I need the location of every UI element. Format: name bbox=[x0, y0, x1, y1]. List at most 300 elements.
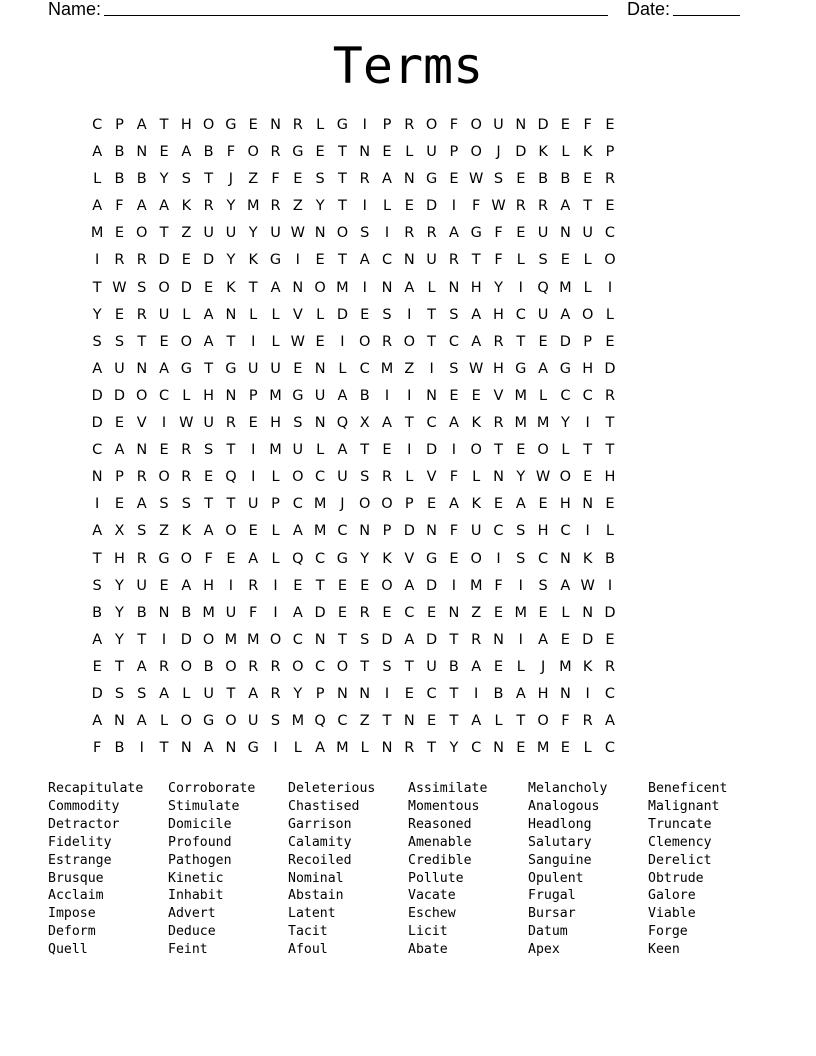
grid-letter: A bbox=[404, 279, 415, 296]
grid-row bbox=[86, 602, 621, 629]
word-list-item: Malignant bbox=[648, 798, 720, 814]
grid-row bbox=[86, 195, 621, 222]
grid-letter: O bbox=[158, 279, 170, 296]
grid-letter: B bbox=[114, 171, 125, 188]
grid-letter: S bbox=[538, 252, 548, 269]
grid-letter: I bbox=[273, 577, 278, 594]
page-title: Terms bbox=[332, 37, 484, 95]
grid-letter: B bbox=[92, 604, 103, 621]
grid-letter: A bbox=[203, 523, 214, 540]
grid-letter: E bbox=[449, 171, 459, 188]
grid-letter: R bbox=[270, 685, 281, 702]
grid-letter: D bbox=[180, 279, 192, 296]
grid-letter: E bbox=[427, 604, 437, 621]
grid-letter: R bbox=[136, 252, 147, 269]
word-list-item: Derelict bbox=[648, 852, 712, 868]
grid-letter: O bbox=[470, 144, 482, 161]
grid-letter: M bbox=[224, 631, 238, 648]
grid-letter: H bbox=[537, 523, 549, 540]
grid-letter: T bbox=[516, 713, 526, 730]
grid-letter: T bbox=[115, 658, 124, 675]
grid-letter: S bbox=[114, 685, 125, 702]
grid-letter: P bbox=[583, 333, 593, 350]
grid-row bbox=[86, 412, 621, 439]
grid-letter: O bbox=[180, 713, 193, 730]
word-list-item: Impose bbox=[48, 906, 96, 922]
grid-letter: L bbox=[316, 117, 325, 133]
word-list-item: Pathogen bbox=[168, 852, 232, 868]
grid-letter: R bbox=[359, 604, 370, 621]
word-list-item: Deleterious bbox=[288, 781, 376, 796]
word-list-item: Eschew bbox=[408, 906, 456, 922]
grid-letter: D bbox=[426, 198, 438, 215]
grid-letter: O bbox=[559, 469, 572, 486]
name-label: Name: bbox=[48, 0, 102, 19]
grid-letter: E bbox=[293, 171, 303, 188]
grid-letter: L bbox=[316, 306, 325, 323]
grid-letter: D bbox=[91, 387, 103, 404]
word-list-item: Domicile bbox=[168, 816, 232, 832]
grid-letter: N bbox=[314, 631, 326, 648]
grid-letter: R bbox=[203, 198, 214, 215]
grid-letter: I bbox=[228, 577, 234, 594]
grid-letter: Q bbox=[225, 469, 237, 486]
word-list-item: Pollute bbox=[408, 870, 464, 886]
grid-letter: A bbox=[560, 306, 571, 323]
grid-letter: R bbox=[248, 658, 259, 675]
grid-letter: E bbox=[360, 577, 370, 594]
grid-letter: M bbox=[469, 577, 483, 594]
grid-letter: N bbox=[493, 740, 504, 757]
grid-letter: T bbox=[248, 279, 258, 296]
grid-letter: G bbox=[470, 225, 482, 242]
grid-letter: P bbox=[605, 144, 615, 161]
grid-letter: A bbox=[560, 577, 571, 594]
grid-letter: R bbox=[159, 658, 170, 675]
grid-letter: N bbox=[559, 550, 571, 567]
grid-letter: N bbox=[114, 713, 125, 730]
word-list-item: Deduce bbox=[168, 924, 216, 940]
grid-letter: O bbox=[425, 117, 438, 133]
word-list-item: Amenable bbox=[408, 834, 472, 850]
grid-letter: O bbox=[470, 442, 482, 459]
grid-letter: T bbox=[471, 252, 481, 269]
grid-letter: E bbox=[382, 604, 392, 621]
grid-letter: U bbox=[582, 225, 593, 242]
grid-letter: L bbox=[293, 740, 302, 757]
grid-letter: T bbox=[427, 306, 437, 323]
word-list-item: Headlong bbox=[528, 816, 592, 832]
worksheet-header bbox=[48, 0, 748, 22]
word-list-item: Advert bbox=[168, 906, 216, 922]
grid-letter: C bbox=[292, 631, 303, 648]
grid-letter: L bbox=[382, 198, 392, 215]
grid-letter: N bbox=[448, 604, 460, 621]
grid-letter: C bbox=[448, 333, 459, 350]
grid-letter: D bbox=[559, 333, 571, 350]
grid-letter: O bbox=[359, 496, 371, 513]
grid-letter: S bbox=[137, 685, 147, 702]
grid-letter: O bbox=[314, 279, 326, 296]
grid-letter: C bbox=[582, 387, 593, 404]
grid-letter: F bbox=[449, 117, 459, 133]
word-list-column bbox=[528, 780, 648, 959]
grid-letter: L bbox=[605, 306, 615, 323]
grid-letter: K bbox=[248, 252, 258, 269]
word-list-item: Sanguine bbox=[528, 852, 592, 868]
grid-letter: O bbox=[336, 225, 349, 242]
grid-letter: A bbox=[159, 685, 169, 702]
grid-letter: S bbox=[293, 415, 303, 432]
grid-letter: E bbox=[293, 577, 303, 594]
grid-letter: A bbox=[315, 740, 326, 757]
grid-letter: O bbox=[180, 550, 193, 567]
grid-letter: I bbox=[95, 496, 100, 513]
grid-letter: A bbox=[203, 306, 214, 323]
grid-letter: T bbox=[226, 442, 236, 459]
grid-letter: A bbox=[471, 713, 482, 730]
grid-letter: V bbox=[493, 387, 504, 404]
grid-letter: C bbox=[158, 387, 170, 404]
grid-letter: M bbox=[313, 496, 327, 513]
grid-letter: F bbox=[449, 469, 459, 486]
grid-letter: R bbox=[538, 198, 549, 215]
word-list-item: Recoiled bbox=[288, 852, 352, 868]
grid-letter: K bbox=[471, 415, 481, 432]
grid-letter: K bbox=[582, 550, 593, 567]
grid-letter: O bbox=[225, 658, 237, 675]
grid-letter: A bbox=[270, 279, 281, 296]
grid-letter: D bbox=[426, 442, 438, 459]
grid-letter: B bbox=[181, 604, 192, 621]
grid-letter: M bbox=[90, 225, 104, 242]
grid-row bbox=[86, 358, 621, 385]
grid-letter: Y bbox=[115, 604, 124, 621]
grid-row bbox=[86, 304, 621, 331]
grid-letter: K bbox=[538, 144, 548, 161]
grid-letter: T bbox=[427, 740, 437, 757]
grid-letter: R bbox=[359, 171, 370, 188]
grid-letter: O bbox=[247, 144, 259, 161]
grid-letter: E bbox=[605, 333, 615, 350]
grid-letter: U bbox=[203, 415, 214, 432]
word-list-item: Apex bbox=[528, 942, 560, 958]
grid-letter: D bbox=[91, 415, 103, 432]
grid-letter: L bbox=[427, 279, 436, 296]
grid-letter: A bbox=[292, 604, 303, 621]
grid-letter: R bbox=[515, 198, 526, 215]
grid-letter: N bbox=[559, 225, 571, 242]
grid-letter: F bbox=[249, 604, 258, 621]
grid-row bbox=[86, 222, 621, 249]
date-label: Date: bbox=[627, 0, 671, 19]
grid-letter: N bbox=[359, 144, 371, 161]
grid-letter: C bbox=[359, 360, 370, 377]
grid-letter: E bbox=[471, 387, 481, 404]
grid-letter: X bbox=[359, 415, 370, 432]
grid-letter: Z bbox=[404, 360, 415, 377]
word-list-item: Reasoned bbox=[408, 816, 472, 832]
grid-letter: T bbox=[159, 740, 169, 757]
grid-letter: I bbox=[429, 360, 434, 377]
grid-letter: E bbox=[605, 117, 615, 133]
grid-letter: L bbox=[561, 442, 570, 459]
grid-letter: E bbox=[315, 144, 325, 161]
grid-letter: K bbox=[382, 550, 392, 567]
grid-letter: A bbox=[337, 387, 348, 404]
grid-letter: K bbox=[181, 523, 192, 540]
grid-letter: N bbox=[493, 631, 504, 648]
grid-letter: U bbox=[292, 442, 304, 459]
grid-letter: I bbox=[362, 117, 367, 133]
grid-letter: S bbox=[538, 577, 548, 594]
grid-letter: K bbox=[582, 658, 593, 675]
grid-letter: S bbox=[382, 658, 392, 675]
grid-letter: A bbox=[92, 713, 103, 730]
grid-letter: Y bbox=[494, 279, 503, 296]
grid-letter: A bbox=[515, 496, 526, 513]
grid-letter: D bbox=[314, 604, 326, 621]
grid-letter: T bbox=[92, 550, 102, 567]
grid-letter: G bbox=[203, 713, 215, 730]
grid-letter: N bbox=[270, 117, 281, 133]
grid-letter: S bbox=[493, 171, 504, 188]
grid-letter: T bbox=[449, 631, 459, 648]
grid-letter: A bbox=[448, 496, 459, 513]
grid-letter: T bbox=[404, 658, 414, 675]
grid-letter: E bbox=[92, 658, 102, 675]
grid-letter: S bbox=[382, 306, 392, 323]
grid-letter: U bbox=[270, 225, 281, 242]
grid-letter: R bbox=[448, 252, 459, 269]
grid-letter: T bbox=[404, 415, 414, 432]
grid-letter: B bbox=[114, 740, 125, 757]
grid-letter: E bbox=[181, 252, 191, 269]
grid-letter: C bbox=[604, 685, 616, 702]
grid-letter: L bbox=[494, 713, 503, 730]
date-blank-line bbox=[673, 0, 740, 16]
grid-row bbox=[86, 520, 621, 547]
grid-letter: T bbox=[137, 333, 147, 350]
grid-letter: L bbox=[605, 523, 615, 540]
grid-letter: H bbox=[493, 306, 504, 323]
word-list-item: Analogous bbox=[528, 798, 600, 814]
grid-letter: S bbox=[137, 279, 147, 296]
grid-letter: U bbox=[114, 360, 125, 377]
grid-letter: E bbox=[159, 577, 169, 594]
grid-row bbox=[86, 466, 621, 493]
grid-letter: L bbox=[360, 740, 369, 757]
grid-letter: A bbox=[404, 577, 415, 594]
grid-letter: E bbox=[114, 496, 125, 513]
grid-letter: R bbox=[404, 225, 415, 242]
grid-letter: T bbox=[315, 577, 325, 594]
grid-letter: A bbox=[404, 631, 415, 648]
grid-letter: Y bbox=[360, 550, 370, 567]
grid-letter: O bbox=[381, 496, 393, 513]
grid-letter: A bbox=[605, 713, 615, 730]
word-list-item: Melancholy bbox=[528, 781, 608, 796]
grid-letter: C bbox=[560, 387, 571, 404]
grid-letter: U bbox=[426, 658, 437, 675]
grid-letter: H bbox=[537, 685, 549, 702]
grid-letter: M bbox=[246, 198, 260, 215]
grid-letter: N bbox=[381, 279, 393, 296]
grid-letter: D bbox=[426, 631, 438, 648]
grid-letter: I bbox=[451, 442, 457, 459]
grid-letter: T bbox=[159, 225, 169, 242]
grid-letter: R bbox=[493, 415, 504, 432]
grid-letter: E bbox=[560, 740, 570, 757]
grid-letter: N bbox=[381, 740, 393, 757]
word-list-item: Commodity bbox=[48, 798, 120, 814]
grid-letter: L bbox=[271, 469, 280, 486]
grid-letter: S bbox=[92, 333, 102, 350]
grid-letter: B bbox=[136, 604, 147, 621]
grid-letter: T bbox=[583, 442, 593, 459]
grid-letter: L bbox=[271, 306, 280, 323]
grid-row bbox=[86, 710, 621, 737]
grid-letter: N bbox=[493, 469, 504, 486]
word-list-item: Datum bbox=[528, 924, 568, 940]
grid-letter: W bbox=[179, 415, 194, 432]
grid-letter: T bbox=[360, 658, 370, 675]
grid-letter: Y bbox=[516, 469, 526, 486]
word-list-item: Afoul bbox=[288, 942, 328, 958]
grid-letter: R bbox=[604, 387, 616, 404]
grid-letter: O bbox=[225, 523, 237, 540]
grid-letter: R bbox=[225, 415, 236, 432]
grid-letter: Y bbox=[159, 171, 169, 188]
word-list-item: Tacit bbox=[288, 924, 328, 940]
grid-letter: H bbox=[113, 550, 125, 567]
grid-letter: Y bbox=[293, 685, 303, 702]
grid-letter: D bbox=[158, 252, 170, 269]
grid-letter: E bbox=[315, 333, 325, 350]
grid-letter: E bbox=[382, 144, 392, 161]
grid-letter: E bbox=[538, 604, 548, 621]
grid-letter: M bbox=[246, 631, 260, 648]
grid-letter: N bbox=[292, 279, 304, 296]
grid-letter: F bbox=[561, 713, 570, 730]
grid-letter: P bbox=[382, 523, 392, 540]
grid-letter: I bbox=[384, 225, 390, 242]
grid-letter: O bbox=[381, 577, 393, 594]
word-list-item: Profound bbox=[168, 834, 232, 850]
grid-letter: N bbox=[426, 387, 438, 404]
name-blank-line bbox=[104, 0, 608, 16]
grid-letter: I bbox=[251, 469, 256, 486]
grid-row bbox=[86, 141, 621, 168]
grid-letter: N bbox=[225, 387, 237, 404]
grid-letter: M bbox=[336, 740, 349, 757]
grid-letter: A bbox=[136, 713, 147, 730]
grid-letter: L bbox=[93, 171, 102, 188]
grid-row bbox=[86, 277, 621, 304]
grid-letter: L bbox=[516, 658, 525, 675]
grid-letter: I bbox=[585, 523, 590, 540]
word-list-item: Acclaim bbox=[48, 888, 104, 904]
letter-grid bbox=[86, 114, 621, 764]
grid-letter: I bbox=[607, 577, 613, 594]
grid-letter: N bbox=[403, 713, 415, 730]
grid-letter: Y bbox=[560, 415, 570, 432]
grid-letter: W bbox=[469, 360, 484, 377]
grid-letter: S bbox=[360, 225, 370, 242]
grid-letter: T bbox=[226, 685, 236, 702]
grid-letter: D bbox=[381, 631, 393, 648]
grid-letter: N bbox=[426, 523, 438, 540]
grid-letter: B bbox=[359, 387, 370, 404]
grid-letter: I bbox=[161, 415, 167, 432]
grid-letter: A bbox=[203, 333, 214, 350]
grid-letter: D bbox=[604, 604, 616, 621]
grid-letter: G bbox=[425, 171, 438, 188]
grid-letter: E bbox=[516, 442, 526, 459]
grid-letter: S bbox=[114, 333, 125, 350]
grid-letter: G bbox=[336, 117, 349, 133]
grid-letter: O bbox=[537, 442, 549, 459]
grid-letter: E bbox=[337, 604, 347, 621]
grid-letter: N bbox=[91, 469, 103, 486]
grid-letter: E bbox=[248, 523, 258, 540]
grid-letter: A bbox=[136, 198, 147, 215]
word-list-item: Abstain bbox=[288, 888, 344, 904]
grid-letter: O bbox=[292, 658, 304, 675]
grid-letter: A bbox=[538, 360, 549, 377]
grid-letter: I bbox=[407, 442, 412, 459]
word-list-item: Credible bbox=[408, 852, 472, 868]
grid-letter: T bbox=[449, 685, 459, 702]
word-list-item: Deform bbox=[48, 924, 96, 940]
grid-letter: U bbox=[337, 469, 348, 486]
grid-letter: O bbox=[359, 333, 371, 350]
grid-letter: Y bbox=[315, 198, 325, 215]
grid-letter: D bbox=[604, 360, 616, 377]
grid-letter: T bbox=[605, 415, 615, 432]
grid-letter: T bbox=[337, 631, 347, 648]
grid-letter: C bbox=[560, 523, 571, 540]
grid-letter: R bbox=[582, 713, 593, 730]
word-list-item: Frugal bbox=[528, 888, 576, 904]
grid-letter: T bbox=[226, 496, 236, 513]
grid-letter: I bbox=[340, 333, 345, 350]
grid-letter: I bbox=[474, 685, 479, 702]
grid-letter: I bbox=[585, 685, 590, 702]
grid-letter: L bbox=[516, 252, 525, 269]
grid-letter: S bbox=[315, 171, 325, 188]
grid-letter: F bbox=[449, 523, 459, 540]
grid-letter: C bbox=[604, 225, 616, 242]
grid-letter: O bbox=[269, 631, 282, 648]
word-list-column bbox=[288, 780, 408, 959]
grid-letter: E bbox=[493, 496, 504, 513]
grid-letter: E bbox=[560, 631, 570, 648]
word-list-item: Corroborate bbox=[168, 781, 256, 796]
grid-letter: I bbox=[407, 387, 412, 404]
grid-letter: D bbox=[180, 631, 192, 648]
grid-letter: I bbox=[273, 740, 278, 757]
grid-letter: I bbox=[362, 198, 367, 215]
grid-letter: B bbox=[114, 144, 125, 161]
grid-letter: Y bbox=[248, 225, 258, 242]
grid-letter: F bbox=[472, 198, 481, 215]
grid-letter: K bbox=[582, 144, 593, 161]
grid-letter: M bbox=[559, 279, 572, 296]
grid-letter: O bbox=[158, 469, 170, 486]
grid-letter: P bbox=[404, 496, 414, 513]
grid-letter: F bbox=[583, 117, 592, 133]
